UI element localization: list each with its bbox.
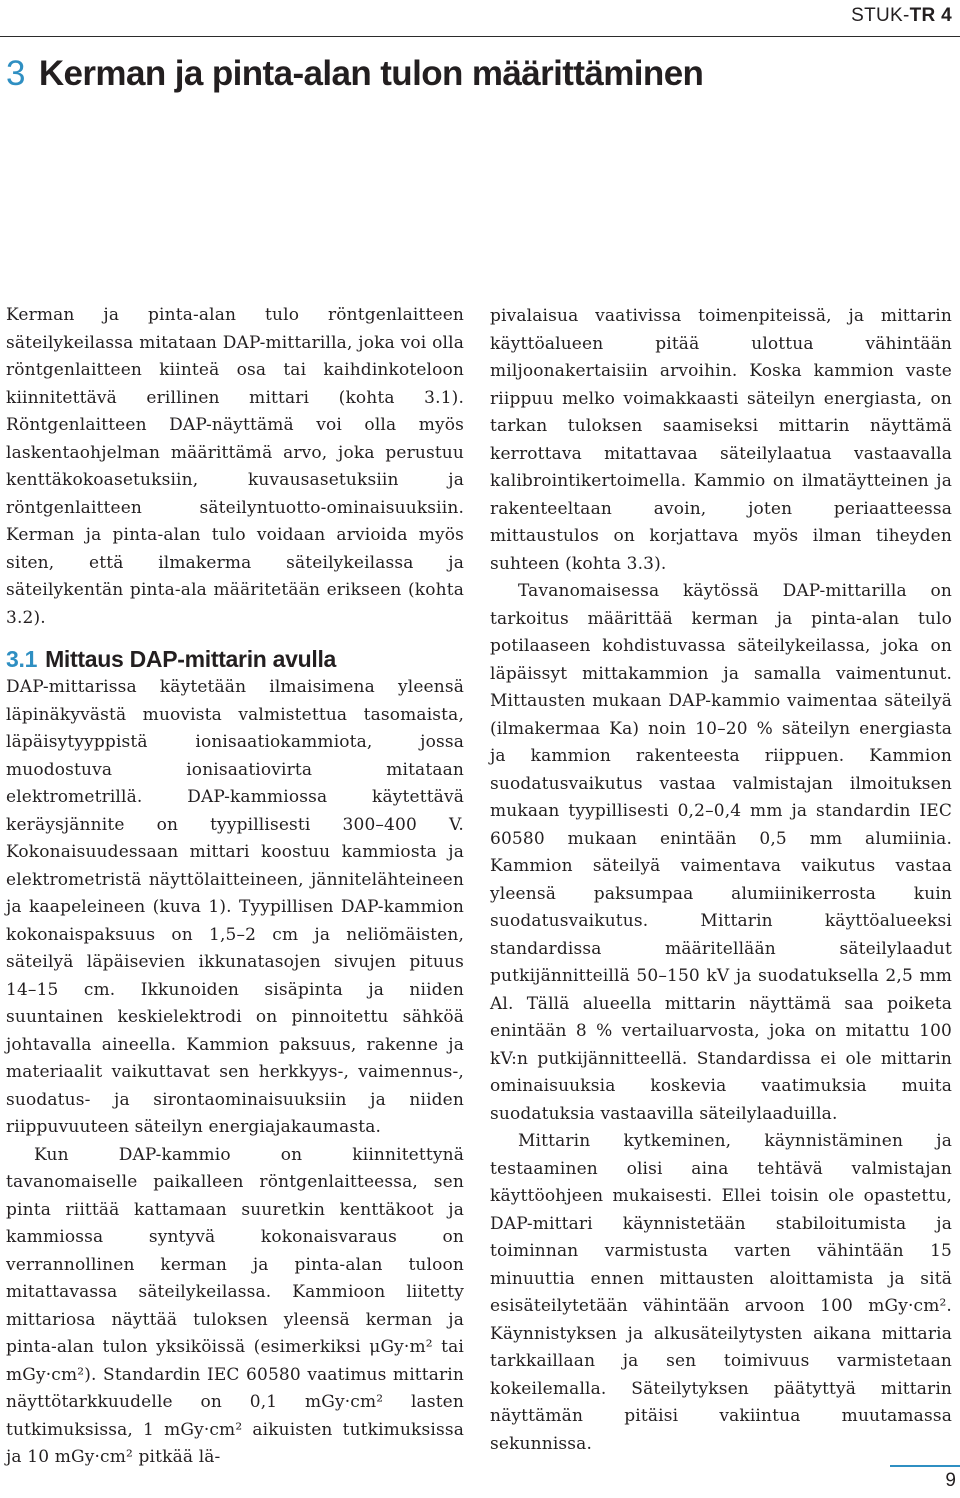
body-paragraph: Kun DAP-kammio on kiinnitettynä tavanomaiselle paikalleen röntgenlaitteessa, sen pinta riittää kattamaan suuretkin kenttäkoot ja kammiossa syntyvä kokonaisvaraus on verrannollinen kerman ja pinta-alan tuloon mitattavassa säteilykeilassa. Kammioon liitetty mittariosa näyttää tuloksen yleensä kerman ja pinta-alan tulon yksiköissä (esimerkiksi μGy·m² tai mGy·cm²). Standardin IEC 60580 vaatimus mittarin näyttötarkkuudelle on 0,1 mGy·cm² lasten tutkimuksissa, 1 mGy·cm² aikuisten tutkimuksissa ja 10 mGy·cm² pitkää lä-	[6, 1144, 464, 1467]
body-paragraph: Tavanomaisessa käytössä DAP-mittarilla on tarkoitus määrittää kerman ja pinta-alan tulo potilaaseen kohdistuvassa säteilykeilassa, joka on läpäissyt mittakammion ja samalla vaimentunut. Mittausten mukaan DAP-kammio vaimentaa säteilyä (ilmakermaa Ka) noin 10–20 % säteilyn energiasta ja kammion rakenteesta riippuen. Kammion suodatusvaikutus vastaa valmistajan ilmoituksen mukaan tyypillisesti 0,2–0,4 mm ja standardin IEC 60580 mukaan enintään 0,5 mm alumiinia. Kammion säteilyä vaimentava vaikutus vastaa yleensä paksumpaa alumiinikerrosta kuin suodatusvaikutus. Mittarin käyttöalueeksi standardissa määritellään säteilylaadut putkijännitteillä 50–150 kV ja suodatuksella 2,5 mm Al. Tällä alueella mittarin näyttämä saa poiketa enintään 8 % vertailuarvosta, joka on mitattu 100 kV:n putkijännitteellä. Standardissa ei ole mittarin ominaisuuksia koskevia vaatimuksia muita suodatuksia vastaavilla säteilylaaduilla.	[490, 581, 952, 1124]
section-title: Mittaus DAP-mittarin avulla	[45, 646, 337, 672]
left-column	[6, 302, 464, 1472]
intro-paragraph: Kerman ja pinta-alan tulo röntgenlaitteen säteilykeilassa mitataan DAP-mittarilla, joka voi olla röntgenlaitteen kiinteä osa tai kaihdinkoteloon kiinnitettävä erillinen mittari (kohta 3.1). Röntgenlaitteen DAP-näyttämä voi olla myös laskentaohjelman määrittämä arvo, joka perustuu kenttäkokoasetuksiin, kuvausasetuksiin ja röntgenlaitteen säteilyntuotto-ominaisuuksiin. Kerman ja pinta-alan tulo voidaan arvioida myös siten, että ilmakerma säteilykeilassa ja säteilykentän pinta-ala määritetään erikseen (kohta 3.2).	[6, 305, 464, 628]
chapter-number: 3	[6, 54, 25, 93]
body-paragraph: DAP-mittarissa käytetään ilmaisimena yleensä läpinäkyvästä muovista valmistettua tasomaista, läpäisytyyppistä ionisaatiokammiota, jossa muodostuva ionisaatiovirta mitataan elektrometrillä. DAP-kammiossa käytettävä keräysjännite on tyypillisesti 300–400 V. Kokonaisuudessaan mittari koostuu kammiosta ja elektrometristä näyttölaitteineen, jännitelähteineen ja kaapeleineen (kuva 1). Tyypillisen DAP-kammion kokonaispaksuus on 1,5–2 cm ja neliömäisten, säteilyä läpäisevien ikkunatasojen sivujen pituus 14–15 cm. Ikkunoiden sisäpinta ja niiden suuntainen keskielektrodi on pinnoitettu sähköä johtavalla aineella. Kammion paksuus, rakenne ja materiaalit vaikuttavat sen herkkyys-, vaimennus-, suodatus- ja sirontaominaisuuksiin ja niiden riippuvuuteen säteilyn energiajakaumasta.	[6, 677, 464, 1137]
series-label	[851, 5, 952, 27]
series-prefix: STUK-	[851, 5, 910, 26]
running-header	[0, 0, 960, 42]
chapter-title	[6, 54, 946, 94]
header-rule	[0, 36, 960, 37]
page-number: 9	[945, 1470, 956, 1491]
chapter-title-text: Kerman ja pinta-alan tulon määrittäminen	[38, 54, 704, 93]
body-paragraph: Mittarin kytkeminen, käynnistäminen ja testaaminen olisi aina tehtävä valmistajan käyttöohjeen mukaisesti. Ellei toisin ole opastettu, DAP-mittari käynnistetään stabiloitumista ja toiminnan varmistusta varten vähintään 15 minuuttia ennen mittausten aloittamista ja sitä esisäteilytetään vähintään arvoon 100 mGy·cm². Käynnistyksen ja alkusäteilytysten aikana mittaria tarkkaillaan ja sen toimivuus varmistetaan kokeilemalla. Säteilytyksen päätyttyä mittarin näyttämän pitäisi vakiintua muutamassa sekunnissa.	[490, 1131, 952, 1454]
footer-rule	[890, 1465, 960, 1467]
section-number: 3.1	[6, 646, 38, 672]
series-number: TR 4	[909, 5, 952, 26]
right-column	[490, 303, 952, 1458]
body-paragraph: pivalaisua vaativissa toimenpiteissä, ja mittarin käyttöalueen pitää ulottua vähintään miljoonakertaisiin arvoihin. Koska kammion vaste riippuu melko voimakkaasti säteilyn energiasta, on tarkan tuloksen saamiseksi mittarin näyttämä kerrottava mitattavaa säteilylaatua vastaavalla kalibrointikertoimella. Kammio on ilmatäytteinen ja rakenteeltaan avoin, joten periaatteessa mittaustulos on korjattava myös ilman tiheyden suhteen (kohta 3.3).	[490, 306, 952, 574]
section-heading	[6, 644, 464, 674]
